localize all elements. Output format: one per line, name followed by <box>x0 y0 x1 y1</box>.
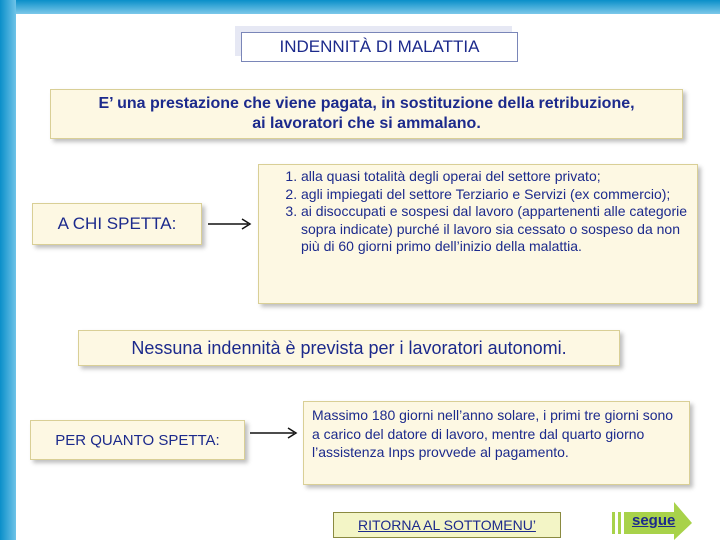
who-label: A CHI SPETTA: <box>32 203 202 245</box>
page-title: INDENNITÀ DI MALATTIA <box>241 32 518 62</box>
arrow-right-icon <box>250 425 302 441</box>
note-box: Nessuna indennità è prevista per i lavoratori autonomi. <box>78 330 620 366</box>
next-label: segue <box>632 512 676 529</box>
top-frame-bar <box>0 0 720 14</box>
intro-line-2: ai lavoratori che si ammalano. <box>252 115 481 132</box>
who-list <box>267 168 689 256</box>
left-frame-bar <box>0 0 16 540</box>
next-button[interactable] <box>612 500 694 540</box>
how-much-text: Massimo 180 giorni nell’anno solare, i primi tre giorni sono a carico del datore di lavoro, mentre dal quarto giorno l’assistenza Inps provvede al pagamento. <box>303 401 690 485</box>
back-to-submenu-button[interactable]: RITORNA AL SOTTOMENU’ <box>333 512 561 538</box>
list-item: 1. alla quasi totalità degli operai del settore privato; <box>301 168 689 186</box>
intro-box <box>50 89 683 139</box>
who-list-box <box>258 164 698 304</box>
list-item: 2. agli impiegati del settore Terziario e Servizi (ex commercio); <box>301 186 689 204</box>
intro-line-1: E’ una prestazione che viene pagata, in sostituzione della retribuzione, <box>98 95 635 112</box>
list-item: 3. ai disoccupati e sospesi dal lavoro (appartenenti alle categorie sopra indicate) purché il lavoro sia cessato o sospeso da non più di 60 giorni primo dell’inizio della malattia. <box>301 203 689 256</box>
arrow-right-icon <box>208 216 258 232</box>
how-much-label: PER QUANTO SPETTA: <box>30 420 245 460</box>
